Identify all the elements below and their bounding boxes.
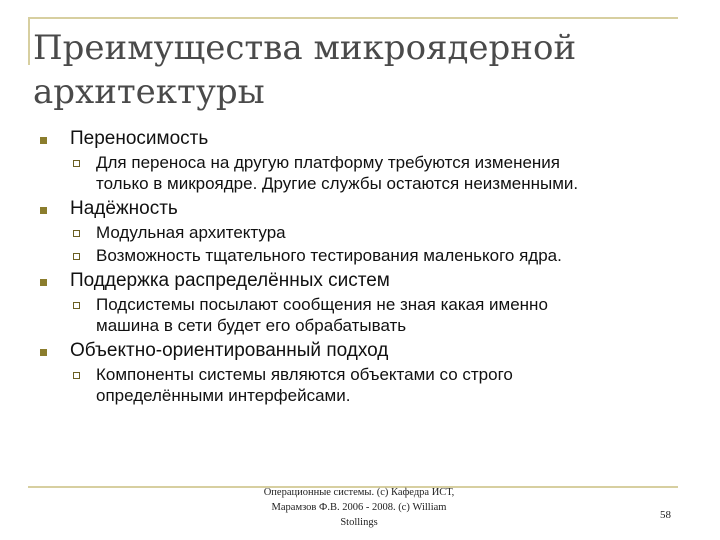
footer-line-3: Stollings: [340, 517, 378, 528]
bullet-label: Объектно-ориентированный подход: [70, 340, 389, 361]
checkbox-bullet-icon: [73, 372, 80, 379]
sub-bullet-item: [70, 294, 700, 336]
sub-bullet-item: [70, 222, 700, 243]
square-bullet-icon: [40, 279, 47, 286]
sub-bullet-text-line: только в микроядре. Другие службы остаются неизменными.: [96, 174, 579, 193]
square-bullet-icon: [40, 207, 47, 214]
bullet-label: Надёжность: [70, 198, 178, 219]
bullet-list: [40, 128, 700, 406]
title-line-1: Преимущества микроядерной: [33, 28, 577, 68]
slide-title: [33, 26, 673, 114]
square-bullet-icon: [40, 349, 47, 356]
checkbox-bullet-icon: [73, 253, 80, 260]
bullet-label: Поддержка распределённых систем: [70, 270, 390, 291]
bullet-item: [40, 340, 700, 362]
sub-bullet-text-line: Компоненты системы являются объектами со строго: [96, 365, 513, 384]
sub-bullet-text-line: определёнными интерфейсами.: [96, 386, 351, 405]
sub-bullet-text-line: Подсистемы посылают сообщения не зная какая именно: [96, 295, 548, 314]
bullet-item: [40, 128, 700, 150]
page-number: 58: [660, 509, 671, 521]
sub-bullet-text-line: Для переноса на другую платформу требуются изменения: [96, 153, 560, 172]
footer-credits: [240, 485, 478, 530]
square-bullet-icon: [40, 137, 47, 144]
checkbox-bullet-icon: [73, 230, 80, 237]
sub-bullet-text-line: Возможность тщательного тестирования маленького ядра.: [96, 246, 562, 265]
bullet-item: [40, 198, 700, 220]
sub-bullet-item: [70, 364, 700, 406]
frame-top-line: [28, 17, 678, 19]
bullet-item: [40, 270, 700, 292]
checkbox-bullet-icon: [73, 160, 80, 167]
sub-bullet-item: [70, 245, 700, 266]
title-line-2: архитектуры: [33, 72, 265, 112]
sub-bullet-item: [70, 152, 700, 194]
bullet-label: Переносимость: [70, 128, 209, 149]
checkbox-bullet-icon: [73, 302, 80, 309]
sub-bullet-text-line: машина в сети будет его обрабатывать: [96, 316, 407, 335]
footer-line-1: Операционные системы. (c) Кафедра ИСТ,: [263, 487, 455, 498]
frame-left-line: [28, 17, 30, 65]
footer-line-2: Марамзов Ф.В. 2006 - 2008. (c) William: [271, 502, 447, 513]
sub-bullet-text-line: Модульная архитектура: [96, 223, 286, 242]
